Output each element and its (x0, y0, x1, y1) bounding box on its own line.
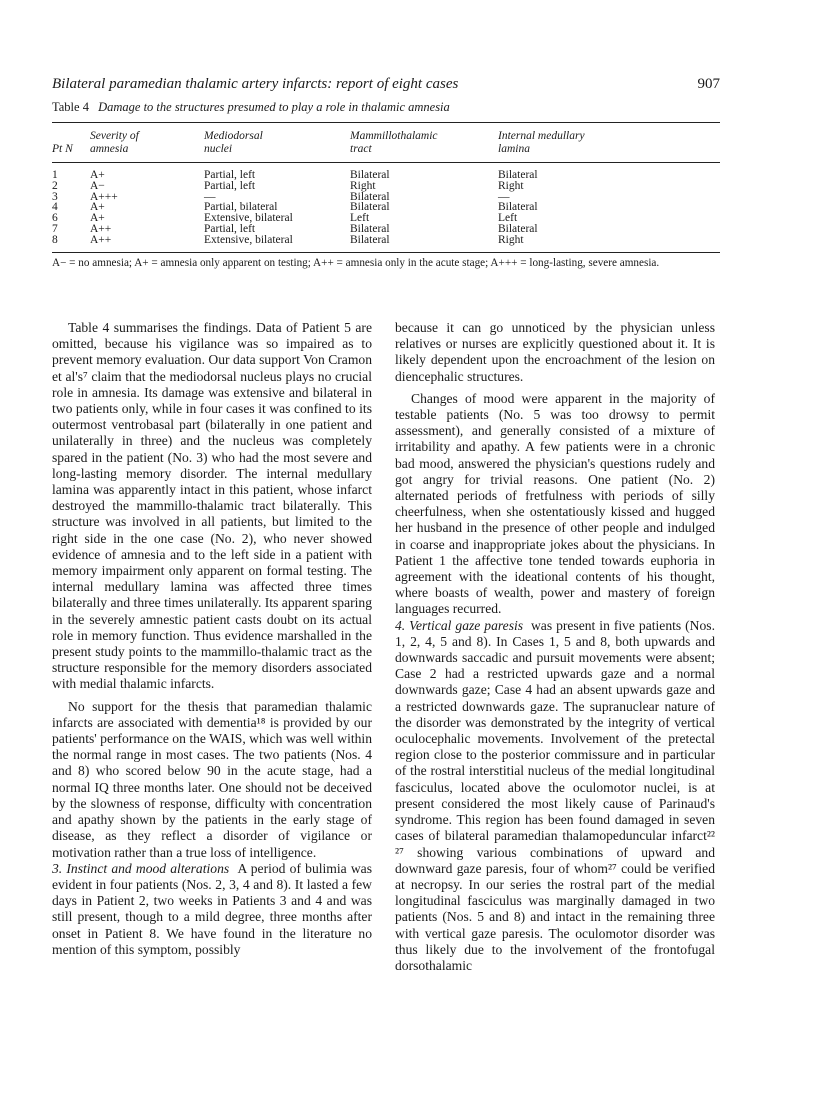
table-cell: Bilateral (350, 169, 390, 181)
right-column (395, 320, 715, 974)
table-top-rule (52, 122, 720, 123)
table-cell: Partial, bilateral (204, 201, 278, 214)
page-number: 907 (697, 76, 720, 92)
table-cell: — (498, 190, 510, 203)
section-4-text: was present in five patients (Nos. 1, 2, 4, 5 and 8). In Cases 1, 5 and 8, both upwards and downwards saccadic and pursuit movements were absent; Case 2 had a restricted upwards gaze and a normal downwards gaze; Case 4 had an absent upwards gaze and a restricted downwards gaze. The supranuclear nature of the disorder was demonstrated by the integrity of vertical oculocephalic movements. Involvement of the pretectal region close to the posterior commissure and in particular of the rostral interstitial nucleus of the medial longitudinal fasciculus, located above the oculomotor nuclei, is at present considered the most likely cause of Parinaud's syndrome. This region has been found damaged in seven cases of bilateral paramedian thalamopeduncular infarct²² ²⁷ showing various combinations of upward and downward gaze paresis, four of whom²⁷ could be verified at necropsy. In our series the rostral part of the medial longitudinal fasciculus was marginally damaged in two patients (Nos. 5 and 8) and intact in the remaining three with vertical gaze paresis. The oculomotor disorder was thus likely due to the involvement of the frontofugal dorsothalamic (395, 617, 715, 973)
table-cell: Right (350, 179, 376, 192)
table-cell: 8 (52, 233, 58, 246)
table-cell: Bilateral (350, 190, 390, 203)
table-cell: Partial, left (204, 222, 256, 235)
table-header-rule (52, 162, 720, 163)
table-cell: A++ (90, 233, 112, 246)
left-column (52, 320, 372, 958)
table-header-mammillothalamic: Mammillothalamic tract (350, 130, 438, 155)
paragraph: No support for the thesis that paramedian thalamic infarcts are associated with dementia¹⁸ is provided by our patients' performance on the WAIS, which was well within the normal range in most cases. The two patients (Nos. 4 and 8) who scored below 90 in the acute stage, had a normal IQ three months later. One should not be deceived by the slowness of response, difficulty with concentration and apathy shown by the patients in the early stage of disease, as they reflect a disorder of vigilance or motivation rather than a true loss of intelligence. (52, 698, 372, 860)
running-head (52, 76, 720, 96)
table-cell: Partial, left (204, 169, 256, 181)
table-cell: Bilateral (350, 222, 390, 235)
table-footnote: A− = no amnesia; A+ = amnesia only apparent on testing; A++ = amnesia only in the acute stage; A+++ = long-lasting, severe amnesia. (52, 257, 660, 269)
table-cell: Bilateral (498, 222, 538, 235)
table-cell: Extensive, bilateral (204, 233, 293, 246)
paragraph: Table 4 summarises the findings. Data of Patient 5 are omitted, because his vigilance was so impaired as to prevent memory evaluation. Our data support Von Cramon et al's⁷ claim that the mediodorsal nucleus plays no crucial role in amnesia. Its damage was extensive and bilateral in two patients only, while in four cases it was confined to its outermost ventrobasal part (bilaterally in one patient and unilaterally in three) and the nucleus was completely spared in the patient (No. 3) who had the most severe and long-lasting memory disorder. The internal medullary lamina was apparently intact in this patient, whose infarct destroyed the mammillo-thalamic tract bilaterally. This structure was involved in all patients, but limited to the right side in the one case (No. 2), who never showed evidence of amnesia and to the left side in a patient with memory impairment only apparent on formal testing. The internal medullary lamina was affected three times bilaterally and three times unilaterally. Its apparent sparing in the severely amnestic patient casts doubt on its actual role in memory function. Thus evidence marshalled in the present study points to the mammillo-thalamic tract as the structure responsible for the memory disorders associated with medial thalamic infarcts. (52, 320, 372, 692)
table-cell: A+ (90, 201, 105, 214)
table-body (52, 170, 720, 246)
table-header-severity: Severity of amnesia (90, 130, 139, 155)
table-cell: A− (90, 179, 105, 192)
paragraph: Changes of mood were apparent in the majority of testable patients (No. 5 was too drowsy to permit assessment), and generally consisted of a mixture of irritability and apathy. A few patients were in a chronic bad mood, answered the physician's questions rudely and got angry for trivial reasons. One patient (No. 2) alternated periods of fretfulness with periods of silly cheerfulness, when she ostentatiously kissed and hugged her husband in the presence of other people and indulged in coarse and inappropriate jokes about the physicians. In Patient 1 the affective tone tended towards euphoria in agreement with the ideational contents of his thought, where boasts of wealth, power and mastery of foreign languages recurred. (395, 390, 715, 617)
table-header-lamina: Internal medullary lamina (498, 130, 585, 155)
table-cell: A+ (90, 169, 105, 181)
table-cell: — (204, 190, 216, 203)
table-bottom-rule (52, 252, 720, 253)
section-4-heading: 4. Vertical gaze paresis (395, 617, 524, 633)
table-cell: Bilateral (498, 201, 538, 214)
section-3-paragraph (52, 861, 372, 958)
section-3-text: A period of bulimia was evident in four patients (Nos. 2, 3, 4 and 8). It lasted a few days in Patient 2, two weeks in Patients 3 and 4 and was still present, though to a mild degree, three months after onset in Patient 8. We have found in the literature no mention of this symptom, possibly (52, 860, 372, 957)
table-cell: 7 (52, 222, 58, 235)
table-cell: 6 (52, 212, 58, 225)
table-cell: Left (350, 212, 370, 225)
table-cell: 3 (52, 190, 58, 203)
table-caption (52, 100, 450, 115)
table-row (52, 202, 720, 213)
table-cell: Partial, left (204, 179, 256, 192)
section-3-heading: 3. Instinct and mood alterations (52, 860, 230, 876)
table-cell: Right (498, 233, 524, 246)
section-4-paragraph (395, 618, 715, 974)
table-cell: A++ (90, 222, 112, 235)
table-cell: 4 (52, 201, 58, 214)
table-header-mediodorsal: Mediodorsal nuclei (204, 130, 263, 155)
table-header-pt: Pt N (52, 143, 73, 155)
table-cell: 1 (52, 169, 58, 181)
table-cell: A+ (90, 212, 105, 225)
table-cell: 2 (52, 179, 58, 192)
table-cell: Bilateral (350, 233, 390, 246)
table-cell: A+++ (90, 190, 118, 203)
table-cell: Left (498, 212, 518, 225)
table-row (52, 170, 720, 181)
table-cell: Extensive, bilateral (204, 212, 293, 225)
table-cell: Right (498, 179, 524, 192)
running-title: Bilateral paramedian thalamic artery infarcts: report of eight cases (52, 76, 459, 92)
table-row (52, 235, 720, 246)
table-row (52, 181, 720, 192)
paragraph: because it can go unnoticed by the physician unless relatives or nurses are explicitly questioned about it. It is likely dependent upon the encroachment of the lesion on diencephalic structures. (395, 320, 715, 384)
table-label: Table 4 (52, 100, 89, 114)
table-cell: Bilateral (350, 201, 390, 214)
table-cell: Bilateral (498, 169, 538, 181)
table-title: Damage to the structures presumed to play a role in thalamic amnesia (98, 100, 450, 114)
